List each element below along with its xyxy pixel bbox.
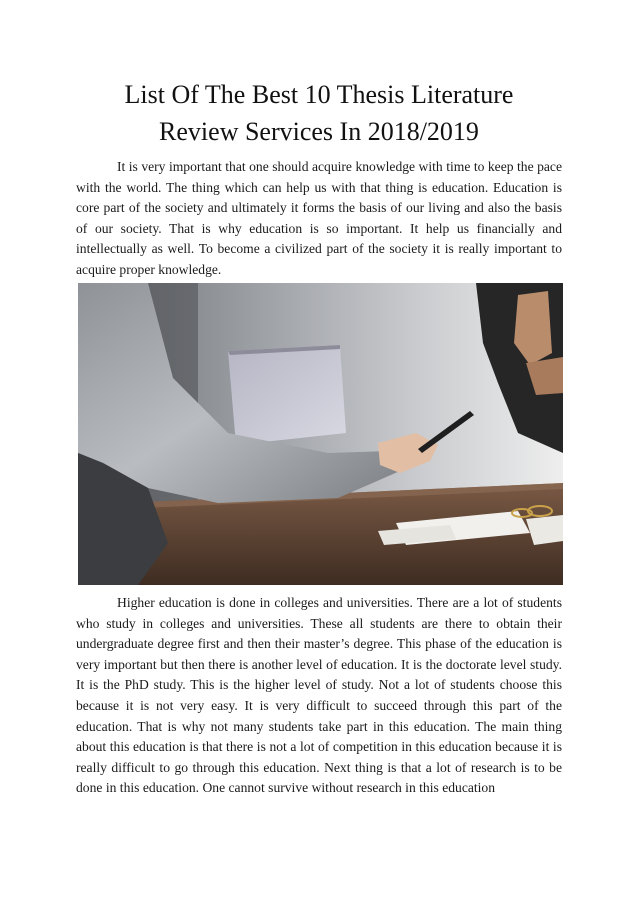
body-paragraph: Higher education is done in colleges and universities. There are a lot of students who study in colleges and universities. These all students are there to obtain their undergraduate degree first and then their master’s degree. This phase of the education is very important but then there is another level of education. It is the doctorate level study. It is the PhD study. This is the higher level of study. Not a lot of students choose this because it is not very easy. It is very difficult to succeed through this part of the education. That is why not many students take part in this education. The main thing about this education is that there is not a lot of competition in this education because it is really difficult to go through this education. Next thing is that a lot of research is to be done in this education. One cannot survive without research in this education (76, 595, 562, 796)
title-line-2: Review Services In 2018/2019 (159, 117, 479, 146)
title-line-1: List Of The Best 10 Thesis Literature (124, 80, 514, 109)
page-title (60, 76, 578, 150)
intro-paragraph: It is very important that one should acquire knowledge with time to keep the pace with the world. The thing which can help us with that thing is education. Education is core part of the society and ultimately it forms the basis of our living and also the basis of our society. That is why education is so important. It help us financially and intellectually as well. To become a civilized part of the society it is really important to acquire proper knowledge. (76, 159, 562, 277)
office-meeting-photo (78, 283, 563, 585)
